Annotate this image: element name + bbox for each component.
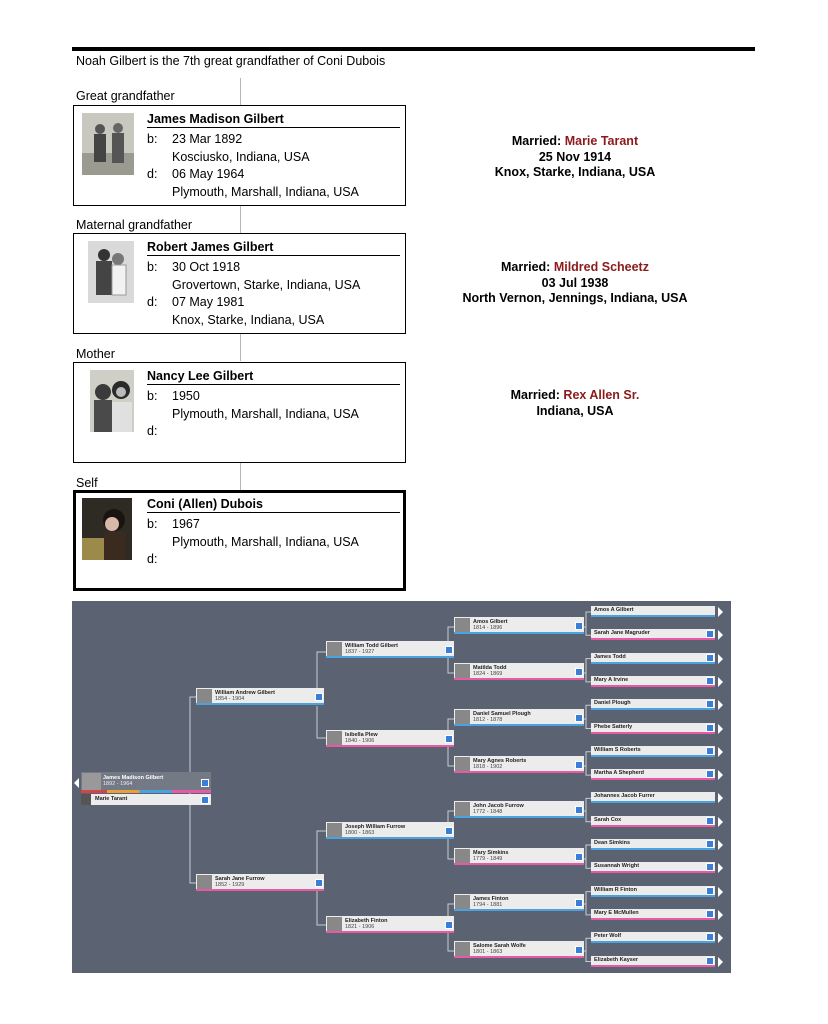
expand-right-arrow[interactable] — [718, 607, 723, 617]
person-thumbnail — [455, 757, 470, 772]
person-thumbnail — [327, 823, 342, 838]
generation-label: Mother — [76, 347, 115, 361]
lineage-color-bar — [454, 816, 584, 818]
spouse-name[interactable]: Marie Tarant — [564, 134, 639, 148]
family-icon[interactable] — [445, 646, 453, 654]
death-key: d: — [147, 424, 158, 438]
tree-ancestor-leaf[interactable] — [591, 723, 715, 734]
person-thumbnail — [197, 689, 212, 704]
family-icon[interactable] — [706, 840, 714, 848]
leaf-name: William S Roberts — [594, 746, 641, 753]
family-icon[interactable] — [706, 770, 714, 778]
tree-person-years: 1801 - 1863 — [473, 949, 503, 955]
tree-person-name: James Finton — [473, 896, 509, 902]
marriage-date: 03 Jul 1938 — [541, 275, 609, 290]
expand-left-arrow[interactable] — [74, 778, 79, 788]
family-icon[interactable] — [706, 887, 714, 895]
tree-ancestor-leaf[interactable] — [591, 699, 715, 710]
tree-ancestor-leaf[interactable] — [591, 676, 715, 687]
person-photo — [90, 370, 134, 432]
person-photo — [82, 498, 132, 560]
marriage-date: 25 Nov 1914 — [538, 149, 612, 164]
tree-ancestor-leaf[interactable] — [591, 862, 715, 873]
person-thumbnail — [455, 802, 470, 817]
tree-person-name: Mary Agnes Roberts — [473, 758, 527, 764]
family-icon[interactable] — [201, 779, 209, 787]
expand-right-arrow[interactable] — [718, 817, 723, 827]
tree-person-years: 1837 - 1927 — [345, 649, 375, 655]
leaf-name: James Todd — [594, 653, 626, 660]
person-name: Nancy Lee Gilbert — [147, 369, 400, 385]
family-icon[interactable] — [706, 677, 714, 685]
tree-person-years: 1824 - 1869 — [473, 671, 503, 677]
expand-right-arrow[interactable] — [718, 933, 723, 943]
tree-person-name: Sarah Jane Furrow — [215, 876, 265, 882]
tree-ancestor-leaf[interactable] — [591, 653, 715, 664]
tree-ancestor-leaf[interactable] — [591, 932, 715, 943]
generation-label: Great grandfather — [76, 89, 175, 103]
expand-right-arrow[interactable] — [718, 910, 723, 920]
tree-person-name: Daniel Samuel Plough — [473, 711, 531, 717]
family-icon[interactable] — [315, 693, 323, 701]
birth-date: 30 Oct 1918 — [172, 260, 241, 274]
tree-ancestor-leaf[interactable] — [591, 792, 715, 803]
tree-person-years: 1772 - 1848 — [473, 809, 503, 815]
person-card-great-grandfather[interactable] — [73, 105, 406, 206]
tree-person-years: 1821 - 1906 — [345, 924, 375, 930]
spouse-name[interactable]: Rex Allen Sr. — [563, 388, 640, 402]
family-icon[interactable] — [706, 700, 714, 708]
tree-person-name: William Andrew Gilbert — [215, 690, 275, 696]
family-icon[interactable] — [706, 747, 714, 755]
leaf-name: Martha A Shepherd — [594, 770, 645, 777]
person-name: James Madison Gilbert — [147, 112, 400, 128]
tree-person-gen1[interactable] — [196, 874, 324, 891]
tree-root-person[interactable] — [81, 772, 211, 793]
family-icon[interactable] — [575, 899, 583, 907]
family-icon[interactable] — [445, 827, 453, 835]
leaf-name: Dean Simkins — [594, 840, 631, 846]
leaf-name: Amos A Gilbert — [594, 607, 634, 613]
tree-person-gen3[interactable] — [454, 756, 584, 773]
leaf-name: Daniel Plough — [594, 700, 631, 707]
expand-right-arrow[interactable] — [718, 747, 723, 757]
tree-person-name: Matilda Todd — [473, 665, 507, 671]
spouse-name[interactable]: Mildred Scheetz — [553, 260, 649, 274]
tree-person-years: 1794 - 1881 — [473, 902, 503, 908]
birth-key: b: — [147, 517, 158, 531]
expand-right-arrow[interactable] — [718, 793, 723, 803]
tree-person-years: 1812 - 1878 — [473, 717, 503, 723]
death-place: Knox, Starke, Indiana, USA — [172, 313, 325, 327]
birth-key: b: — [147, 132, 158, 146]
family-icon[interactable] — [575, 853, 583, 861]
leaf-name: Mary A Irvine — [594, 676, 629, 683]
marriage-info — [420, 388, 730, 419]
tree-ancestor-leaf[interactable] — [591, 746, 715, 757]
person-thumbnail — [197, 875, 212, 890]
marriage-place: Knox, Starke, Indiana, USA — [494, 165, 656, 179]
lineage-color-bar — [326, 931, 454, 933]
birth-date: 1967 — [172, 517, 200, 531]
person-photo — [88, 241, 134, 303]
tree-person-name: John Jacob Furrow — [473, 803, 524, 809]
tree-spouse-selector[interactable] — [81, 794, 211, 805]
family-icon[interactable] — [575, 761, 583, 769]
spouse-name: Marie Tarant — [95, 796, 128, 802]
tree-person-gen3[interactable] — [454, 848, 584, 865]
lineage-color-bar — [326, 837, 454, 839]
lineage-color-bar — [454, 863, 584, 865]
person-name: Robert James Gilbert — [147, 240, 400, 256]
married-label: Married: — [511, 134, 562, 148]
leaf-name: Susannah Wright — [594, 863, 640, 870]
tree-person-name: Isibella Plew — [345, 732, 378, 738]
tree-ancestor-leaf[interactable] — [591, 909, 715, 920]
tree-person-years: 1779 - 1849 — [473, 856, 503, 862]
tree-person-years: 1840 - 1906 — [345, 738, 375, 744]
person-thumbnail — [327, 917, 342, 932]
lineage-color-bar — [454, 909, 584, 911]
birth-date: 23 Mar 1892 — [172, 132, 243, 146]
leaf-name: Phebe Satterly — [594, 723, 633, 730]
tree-person-gen2[interactable] — [326, 730, 454, 747]
person-thumbnail — [327, 731, 342, 746]
family-icon[interactable] — [445, 921, 453, 929]
expand-right-arrow[interactable] — [718, 840, 723, 850]
family-icon[interactable] — [706, 910, 714, 918]
tree-ancestor-leaf[interactable] — [591, 769, 715, 780]
leaf-name: Sarah Jane Magruder — [594, 630, 650, 637]
connector-line — [240, 206, 241, 233]
death-date: 06 May 1964 — [172, 167, 245, 181]
tree-person-years: 1800 - 1863 — [345, 830, 375, 836]
death-place: Plymouth, Marshall, Indiana, USA — [172, 185, 359, 199]
lineage-color-bar — [454, 724, 584, 726]
marriage-place: Indiana, USA — [536, 403, 614, 418]
tree-ancestor-leaf[interactable] — [591, 606, 715, 617]
lineage-color-bar — [454, 956, 584, 958]
family-icon[interactable] — [706, 933, 714, 941]
root-years: 1892 - 1964 — [103, 781, 133, 787]
connector-line — [240, 78, 241, 105]
married-label: Married: — [501, 260, 551, 274]
birth-place: Kosciusko, Indiana, USA — [172, 150, 310, 164]
lineage-color-bar — [326, 656, 454, 658]
tree-person-name: Elizabeth Finton — [345, 918, 388, 924]
expand-right-arrow[interactable] — [718, 654, 723, 664]
person-thumbnail — [455, 849, 470, 864]
birth-place: Plymouth, Marshall, Indiana, USA — [172, 535, 359, 549]
tree-person-gen3[interactable] — [454, 617, 584, 634]
death-key: d: — [147, 295, 158, 309]
person-photo — [82, 113, 134, 175]
death-key: d: — [147, 552, 158, 566]
tree-person-gen3[interactable] — [454, 801, 584, 818]
tree-person-years: 1852 - 1929 — [215, 882, 245, 888]
family-icon[interactable] — [315, 879, 323, 887]
person-thumbnail — [327, 642, 342, 657]
relationship-statement: Noah Gilbert is the 7th great grandfather of Coni Dubois — [76, 54, 386, 68]
connector-line — [240, 463, 241, 490]
expand-right-arrow[interactable] — [718, 887, 723, 897]
tree-person-gen3[interactable] — [454, 894, 584, 911]
birth-date: 1950 — [172, 389, 200, 403]
tree-person-name: Mary Simkins — [473, 850, 509, 856]
family-icon[interactable] — [575, 946, 583, 954]
family-icon[interactable] — [706, 630, 714, 638]
tree-person-years: 1854 - 1904 — [215, 696, 245, 702]
leaf-name: William R Finton — [594, 886, 638, 893]
person-thumbnail — [455, 942, 470, 957]
family-icon[interactable] — [575, 622, 583, 630]
chevron-down-icon[interactable] — [81, 794, 91, 805]
leaf-name: Sarah Cox — [594, 816, 622, 823]
family-icon[interactable] — [445, 735, 453, 743]
tree-person-gen3[interactable] — [454, 709, 584, 726]
lineage-color-bar — [196, 703, 324, 705]
family-icon[interactable] — [201, 796, 209, 804]
tree-person-gen3[interactable] — [454, 941, 584, 958]
tree-person-name: Joseph William Furrow — [345, 824, 406, 830]
tree-person-gen2[interactable] — [326, 822, 454, 839]
person-name: Coni (Allen) Dubois — [147, 497, 400, 513]
tree-ancestor-leaf[interactable] — [591, 956, 715, 967]
tree-ancestor-leaf[interactable] — [591, 629, 715, 640]
pedigree-tree-view — [72, 601, 731, 973]
birth-place: Plymouth, Marshall, Indiana, USA — [172, 407, 359, 421]
tree-person-years: 1814 - 1896 — [473, 625, 503, 631]
lineage-color-bar — [454, 678, 584, 680]
birth-key: b: — [147, 260, 158, 274]
tree-ancestor-leaf[interactable] — [591, 839, 715, 850]
tree-person-gen2[interactable] — [326, 916, 454, 933]
person-card-maternal-grandfather[interactable] — [73, 233, 406, 334]
family-icon[interactable] — [575, 668, 583, 676]
lineage-color-bar — [196, 889, 324, 891]
leaf-name: Johannes Jacob Furrer — [594, 793, 655, 800]
tree-person-name: Salome Sarah Wolfe — [473, 943, 526, 949]
expand-right-arrow[interactable] — [718, 957, 723, 967]
lineage-color-bar — [454, 632, 584, 634]
person-card-mother[interactable] — [73, 362, 406, 463]
marriage-info — [420, 134, 730, 181]
person-thumbnail — [455, 895, 470, 910]
tree-person-gen1[interactable] — [196, 688, 324, 705]
family-icon[interactable] — [706, 957, 714, 965]
top-rule — [72, 47, 755, 51]
person-thumbnail — [455, 618, 470, 633]
death-key: d: — [147, 167, 158, 181]
family-icon[interactable] — [575, 806, 583, 814]
birth-key: b: — [147, 389, 158, 403]
root-name: James Madison Gilbert — [103, 775, 164, 781]
expand-right-arrow[interactable] — [718, 677, 723, 687]
tree-person-gen2[interactable] — [326, 641, 454, 658]
marriage-place: North Vernon, Jennings, Indiana, USA — [462, 291, 688, 305]
family-icon[interactable] — [706, 654, 714, 662]
family-icon[interactable] — [706, 817, 714, 825]
family-icon[interactable] — [706, 863, 714, 871]
married-label: Married: — [510, 388, 560, 402]
lineage-color-bar — [454, 771, 584, 773]
expand-right-arrow[interactable] — [718, 770, 723, 780]
tree-ancestor-leaf[interactable] — [591, 816, 715, 827]
tree-person-name: William Todd Gilbert — [345, 643, 399, 649]
generation-label: Self — [76, 476, 98, 490]
death-date: 07 May 1981 — [172, 295, 245, 309]
family-icon[interactable] — [575, 714, 583, 722]
expand-right-arrow[interactable] — [718, 724, 723, 734]
marriage-info — [420, 260, 730, 307]
lineage-color-bar — [81, 790, 211, 793]
lineage-color-bar — [326, 745, 454, 747]
person-card-self[interactable] — [73, 490, 406, 591]
leaf-name: Peter Wolf — [594, 933, 622, 940]
leaf-name: Elizabeth Kayser — [594, 956, 639, 963]
person-thumbnail — [455, 664, 470, 679]
person-thumbnail — [455, 710, 470, 725]
tree-ancestor-leaf[interactable] — [591, 886, 715, 897]
tree-person-gen3[interactable] — [454, 663, 584, 680]
tree-person-name: Amos Gilbert — [473, 619, 508, 625]
expand-right-arrow[interactable] — [718, 630, 723, 640]
expand-right-arrow[interactable] — [718, 863, 723, 873]
connector-line — [240, 334, 241, 361]
birth-place: Grovertown, Starke, Indiana, USA — [172, 278, 361, 292]
tree-person-years: 1818 - 1902 — [473, 764, 503, 770]
family-icon[interactable] — [706, 724, 714, 732]
generation-label: Maternal grandfather — [76, 218, 193, 232]
expand-right-arrow[interactable] — [718, 700, 723, 710]
leaf-name: Mary E McMullen — [594, 909, 639, 916]
